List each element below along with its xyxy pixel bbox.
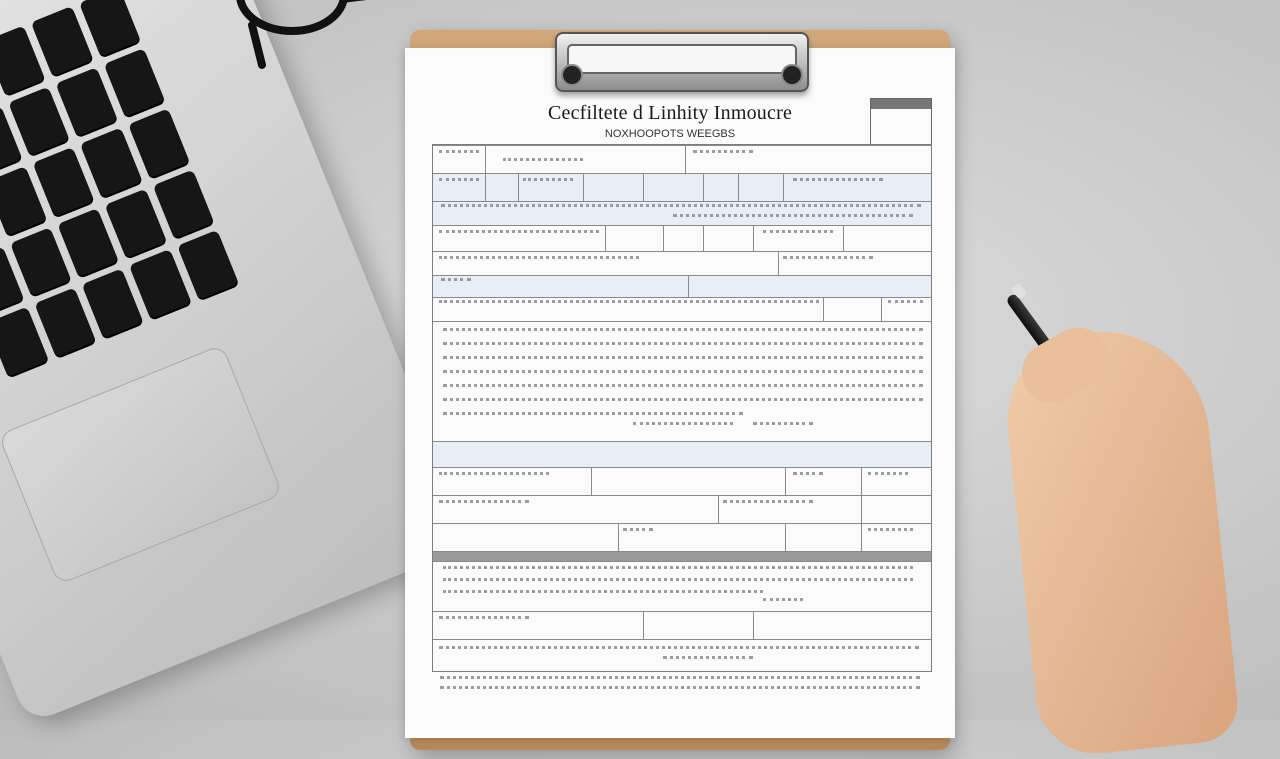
laptop [0, 0, 474, 724]
laptop-touchpad [0, 344, 283, 585]
certificate-subtitle: NOXHOOPOTS WEEGBS [604, 128, 736, 140]
form-stamp-box [870, 98, 932, 146]
certificate-title: Cecfiltete d Linhity Inmoucre [547, 102, 793, 124]
insurance-form-grid [432, 144, 932, 672]
eyeglasses [222, 0, 412, 70]
clipboard-clip [555, 32, 809, 92]
laptop-keyboard [0, 0, 239, 396]
